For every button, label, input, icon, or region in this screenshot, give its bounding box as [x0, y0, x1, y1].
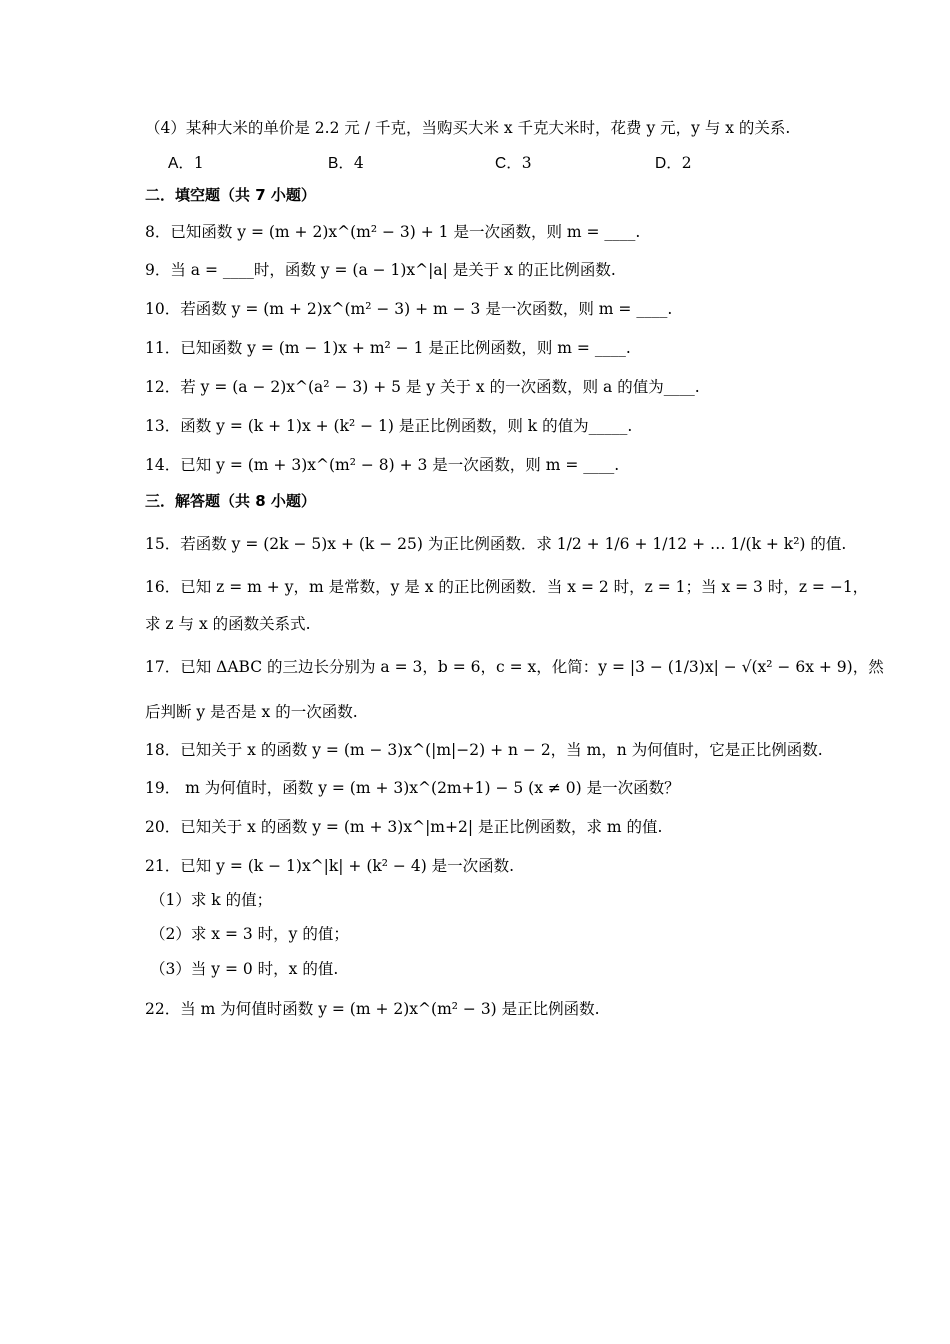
answer-options: [168, 151, 728, 173]
question-18: 18．已知关于 x 的函数 y = (m − 3)x^(|m|−2) + n − 2，当 m，n 为何值时，它是正比例函数.: [145, 741, 823, 759]
question-21: 21．已知 y = (k − 1)x^|k| + (k² − 4) 是一次函数.: [145, 857, 515, 875]
option-c: [495, 151, 532, 173]
question-21-part-1: （1）求 k 的值；: [150, 891, 273, 909]
option-d-value: 2: [681, 154, 692, 172]
option-d: [655, 151, 692, 173]
question-15: 15．若函数 y = (2k − 5)x + (k − 25) 为正比例函数．求 1/2 + 1/6 + 1/12 + … 1/(k + k²) 的值.: [145, 535, 847, 553]
question-14: 14．已知 y = (m + 3)x^(m² − 8) + 3 是一次函数，则 m = ____.: [145, 456, 620, 474]
option-c-value: 3: [521, 154, 532, 172]
option-b-value: 4: [353, 154, 364, 172]
option-d-key: D．: [655, 155, 682, 172]
question-22: 22．当 m 为何值时函数 y = (m + 2)x^(m² − 3) 是正比例函数.: [145, 1000, 600, 1018]
question-19: 19． m 为何值时，函数 y = (m + 3)x^(2m+1) − 5 (x ≠ 0) 是一次函数？: [145, 779, 680, 797]
question-8: 8．已知函数 y = (m + 2)x^(m² − 3) + 1 是一次函数，则 m = ____.: [145, 223, 641, 241]
section-answer-heading: 三．解答题（共 8 小题）: [145, 492, 316, 510]
option-a-value: 1: [193, 154, 204, 172]
question-11: 11．已知函数 y = (m − 1)x + m² − 1 是正比例函数，则 m = ____.: [145, 339, 631, 357]
question-21-part-3: （3）当 y = 0 时，x 的值.: [150, 960, 339, 978]
question-17-line-2: 后判断 y 是否是 x 的一次函数.: [145, 703, 358, 721]
question-13: 13．函数 y = (k + 1)x + (k² − 1) 是正比例函数，则 k 的值为_____.: [145, 417, 633, 435]
question-10: 10．若函数 y = (m + 2)x^(m² − 3) + m − 3 是一次函数，则 m = ____.: [145, 300, 673, 318]
question-20: 20．已知关于 x 的函数 y = (m + 3)x^|m+2| 是正比例函数，求 m 的值.: [145, 818, 663, 836]
question-12: 12．若 y = (a − 2)x^(a² − 3) + 5 是 y 关于 x 的一次函数，则 a 的值为____.: [145, 378, 700, 396]
section-fill-blank-heading: 二．填空题（共 7 小题）: [145, 186, 316, 204]
option-a: [168, 151, 204, 173]
option-b: [328, 151, 364, 173]
question-17-line-1: 17．已知 ΔABC 的三边长分别为 a = 3，b = 6，c = x，化简：y = |3 − (1/3)x| − √(x² − 6x + 9)，然: [145, 658, 884, 676]
option-c-key: C．: [495, 155, 522, 172]
question-21-part-2: （2）求 x = 3 时，y 的值；: [150, 925, 349, 943]
question-4-line: （4）某种大米的单价是 2.2 元 / 千克，当购买大米 x 千克大米时，花费 y 元，y 与 x 的关系.: [145, 119, 791, 137]
question-16-line-1: 16．已知 z = m + y，m 是常数，y 是 x 的正比例函数．当 x = 2 时，z = 1；当 x = 3 时，z = −1，: [145, 578, 869, 596]
question-9: 9．当 a = ____时，函数 y = (a − 1)x^|a| 是关于 x 的正比例函数.: [145, 261, 616, 279]
question-16-line-2: 求 z 与 x 的函数关系式.: [145, 615, 311, 633]
option-b-key: B．: [328, 155, 354, 172]
option-a-key: A．: [168, 155, 194, 172]
